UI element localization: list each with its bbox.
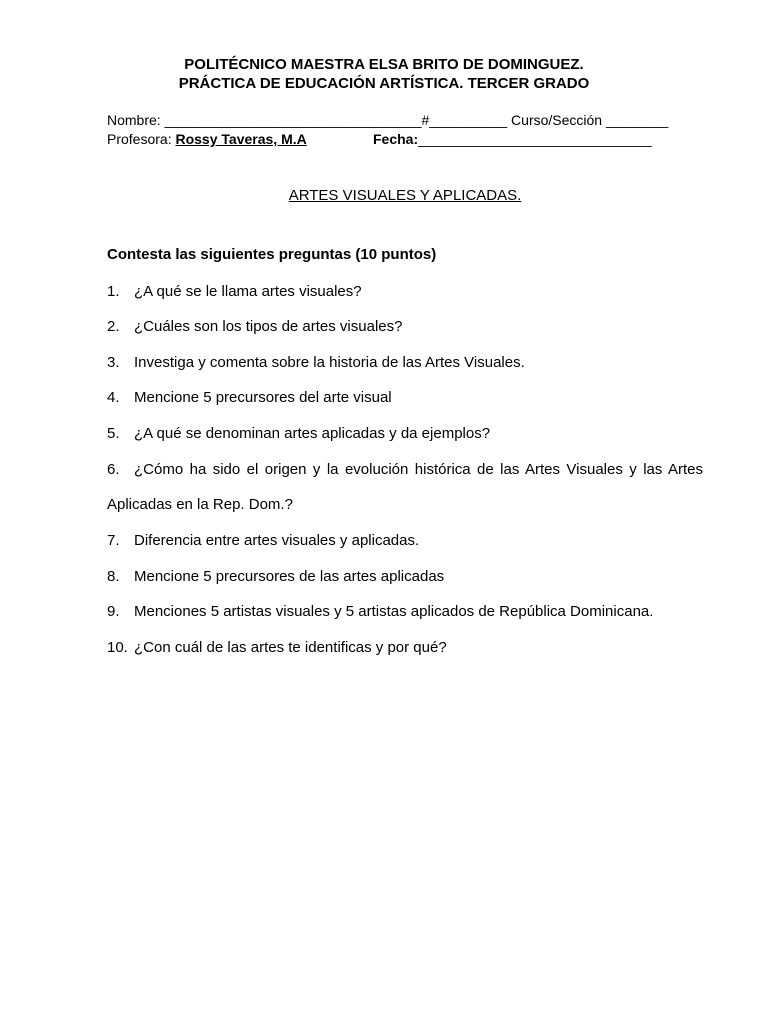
question-text: Menciones 5 artistas visuales y 5 artistas aplicados de República Dominicana. <box>134 603 654 620</box>
question-item <box>107 460 703 479</box>
question-item <box>107 531 703 550</box>
question-item <box>107 317 703 336</box>
worksheet-title: PRÁCTICA DE EDUCACIÓN ARTÍSTICA. TERCER GRADO <box>178 75 590 92</box>
question-text: ¿Con cuál de las artes te identificas y por qué? <box>134 639 447 656</box>
question-item <box>107 602 703 621</box>
question-text: Mencione 5 precursores de las artes aplicadas <box>134 568 445 585</box>
question-item <box>107 567 703 586</box>
question-number: 4. <box>107 389 120 406</box>
question-number: 7. <box>107 532 120 549</box>
fecha-label: Fecha: <box>373 131 419 147</box>
profesora-name: Rossy Taveras, M.A <box>175 131 307 147</box>
document-header <box>0 55 768 93</box>
question-text: ¿Cómo ha sido el origen y la evolución histórica de las Artes Visuales y las Artes <box>134 461 703 478</box>
question-text: Diferencia entre artes visuales y aplicadas. <box>134 532 420 549</box>
question-item <box>107 424 703 443</box>
school-name: POLITÉCNICO MAESTRA ELSA BRITO DE DOMINGUEZ. <box>184 56 584 73</box>
question-item <box>107 353 703 372</box>
question-text: Mencione 5 precursores del arte visual <box>134 389 392 406</box>
question-text: ¿A qué se denominan artes aplicadas y da ejemplos? <box>134 425 491 442</box>
fecha-blank: ______________________________ <box>418 131 652 147</box>
question-number: 5. <box>107 425 120 442</box>
section-title: ARTES VISUALES Y APLICADAS. <box>288 187 522 204</box>
question-number: 6. <box>107 461 120 478</box>
instructions: Contesta las siguientes preguntas (10 puntos) <box>107 246 437 263</box>
fecha-field <box>373 131 652 147</box>
question-text: ¿A qué se le llama artes visuales? <box>134 283 362 300</box>
question-text: ¿Cuáles son los tipos de artes visuales? <box>134 318 403 335</box>
question-number: 3. <box>107 354 120 371</box>
question-item <box>107 282 703 301</box>
question-item <box>107 388 703 407</box>
profesora-label: Profesora: <box>107 131 176 147</box>
nombre-curso-line: Nombre: _________________________________#__________ Curso/Sección ________ <box>107 112 669 128</box>
question-text-continuation: Aplicadas en la Rep. Dom.? <box>107 496 293 513</box>
question-number: 1. <box>107 283 120 300</box>
question-number: 8. <box>107 568 120 585</box>
question-text: Investiga y comenta sobre la historia de las Artes Visuales. <box>134 354 525 371</box>
question-item <box>107 638 703 657</box>
question-number: 9. <box>107 603 120 620</box>
profesora-line <box>107 131 652 147</box>
question-number: 2. <box>107 318 120 335</box>
question-number: 10. <box>107 639 128 656</box>
